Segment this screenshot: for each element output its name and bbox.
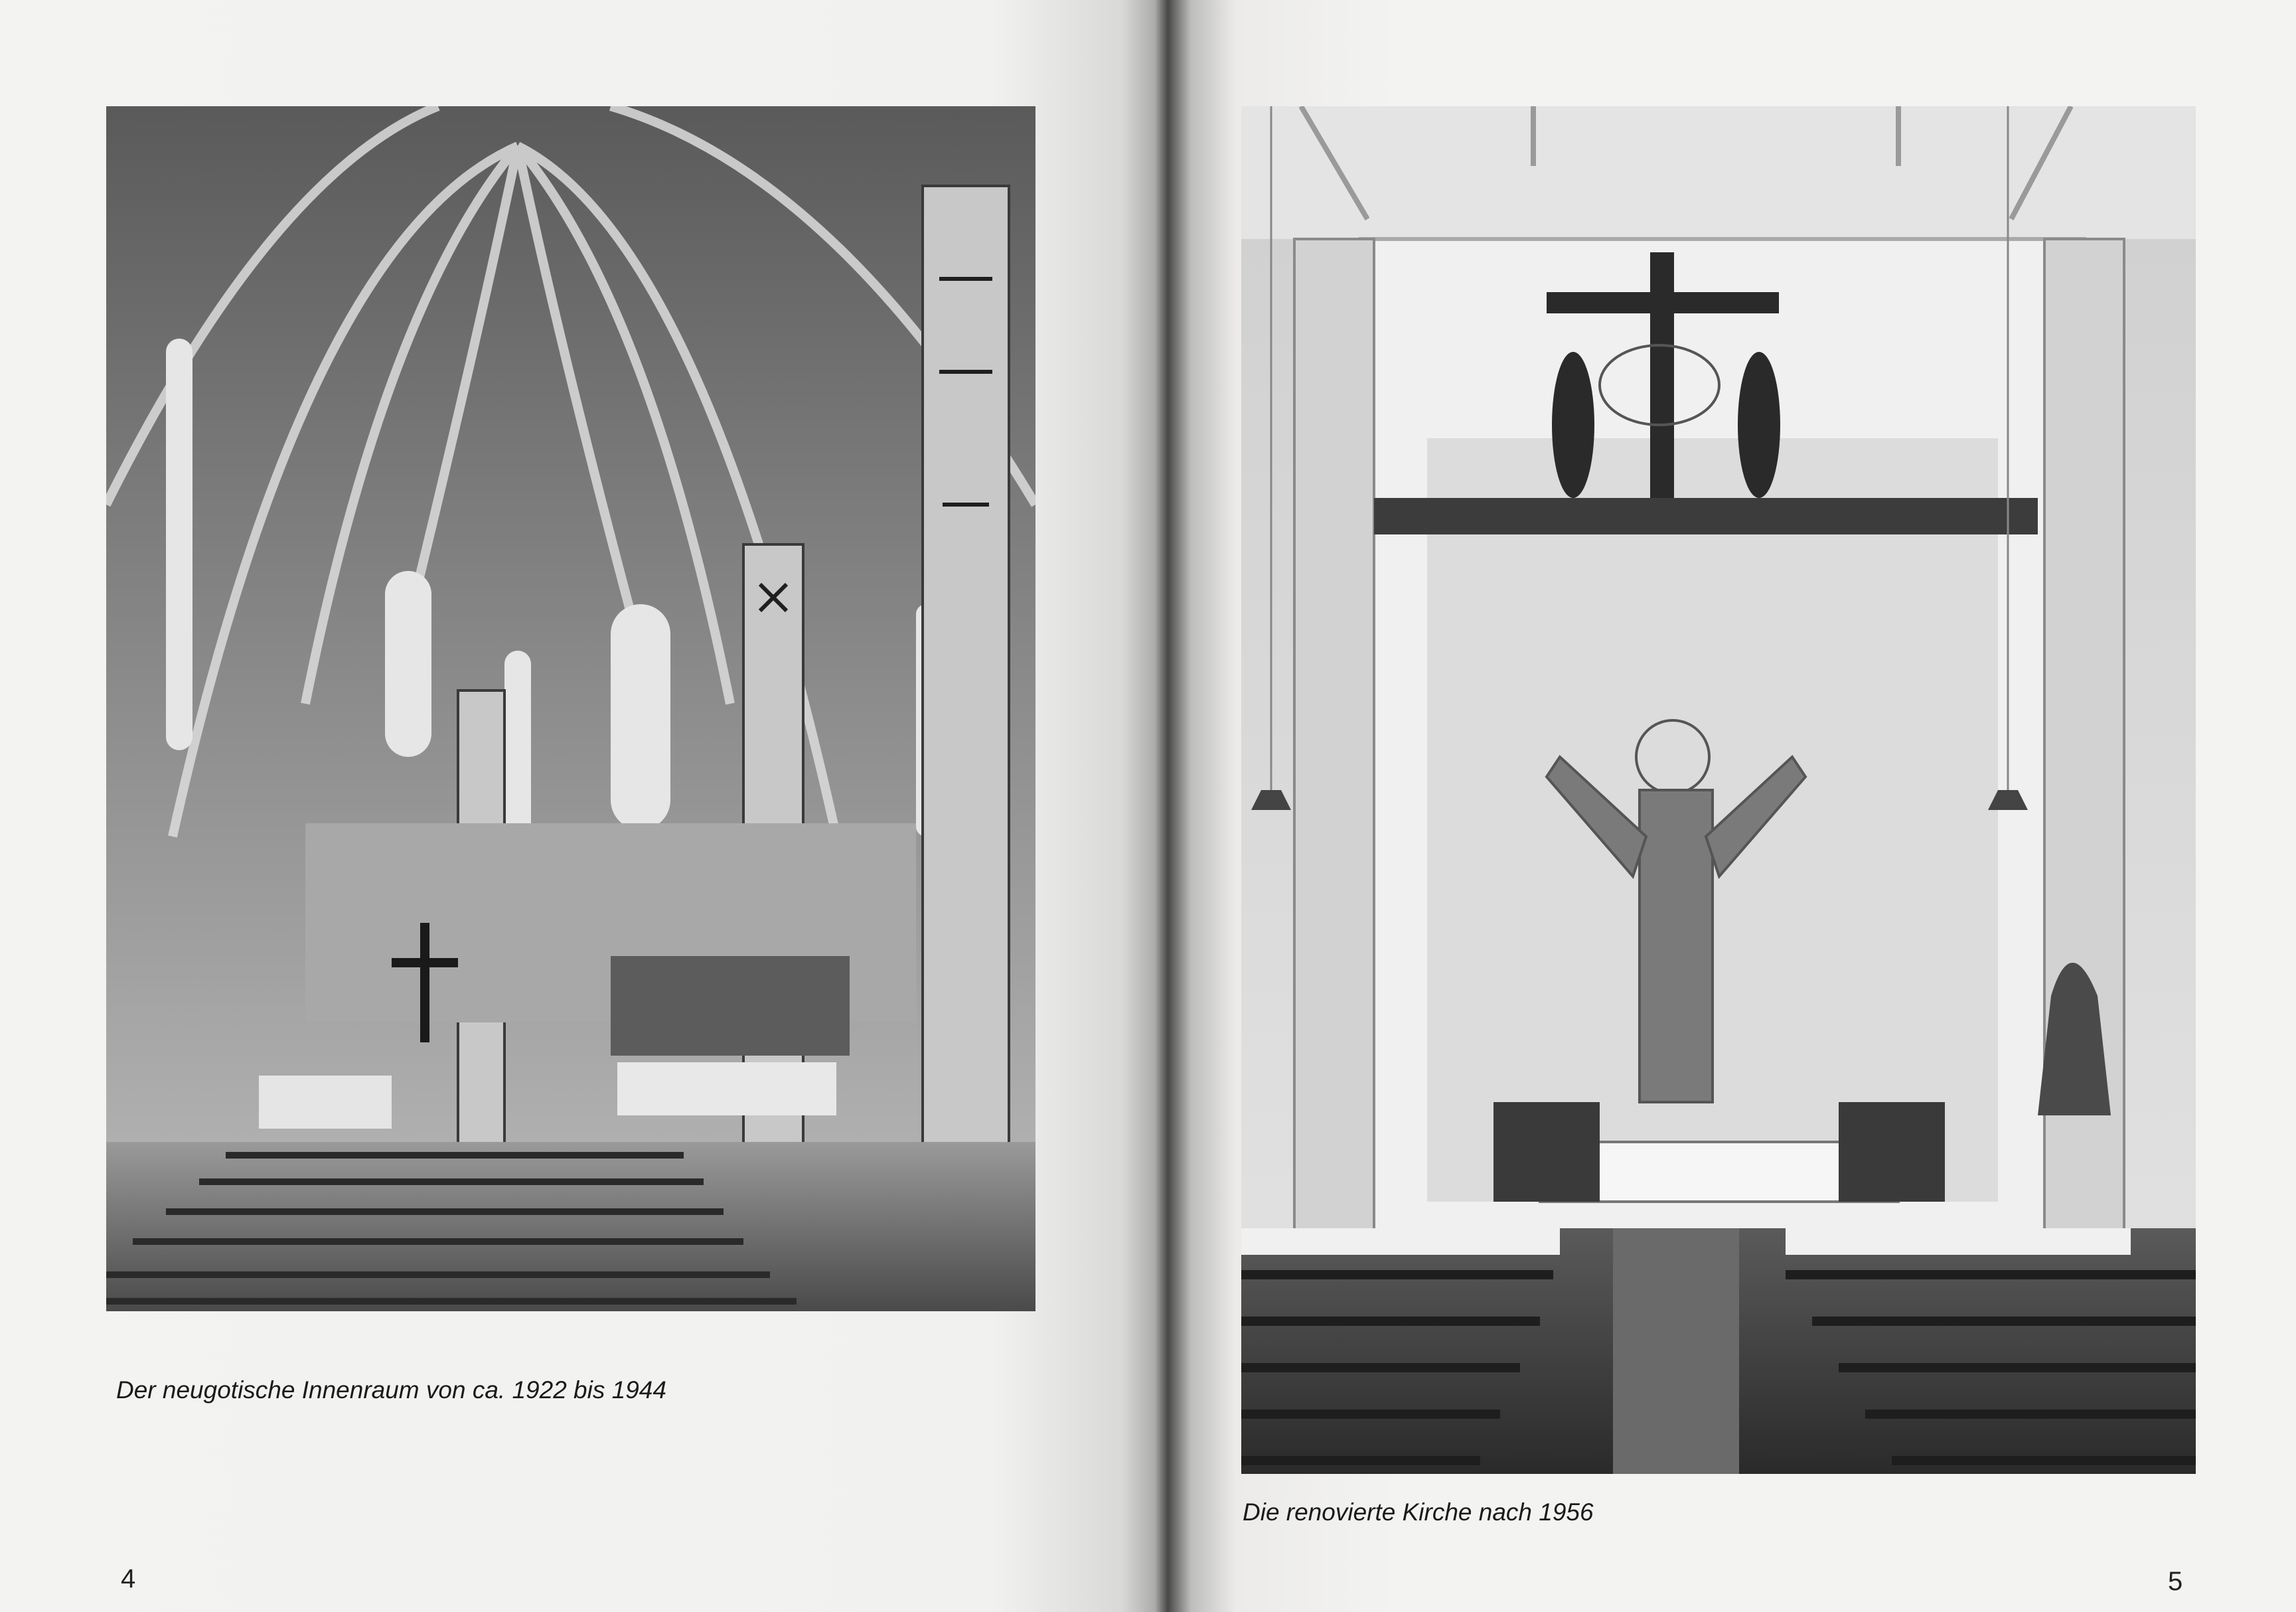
- left-page-number: 4: [121, 1564, 136, 1593]
- right-photo-caption: Die renovierte Kirche nach 1956: [1243, 1498, 1594, 1526]
- renovated-interior-photo: [1241, 106, 2196, 1474]
- left-photo-caption: Der neugotische Innenraum von ca. 1922 bis 1944: [116, 1376, 666, 1404]
- neogothic-interior-photo: [106, 106, 1035, 1311]
- right-page-number: 5: [2168, 1567, 2183, 1596]
- right-page: [1168, 0, 2296, 1612]
